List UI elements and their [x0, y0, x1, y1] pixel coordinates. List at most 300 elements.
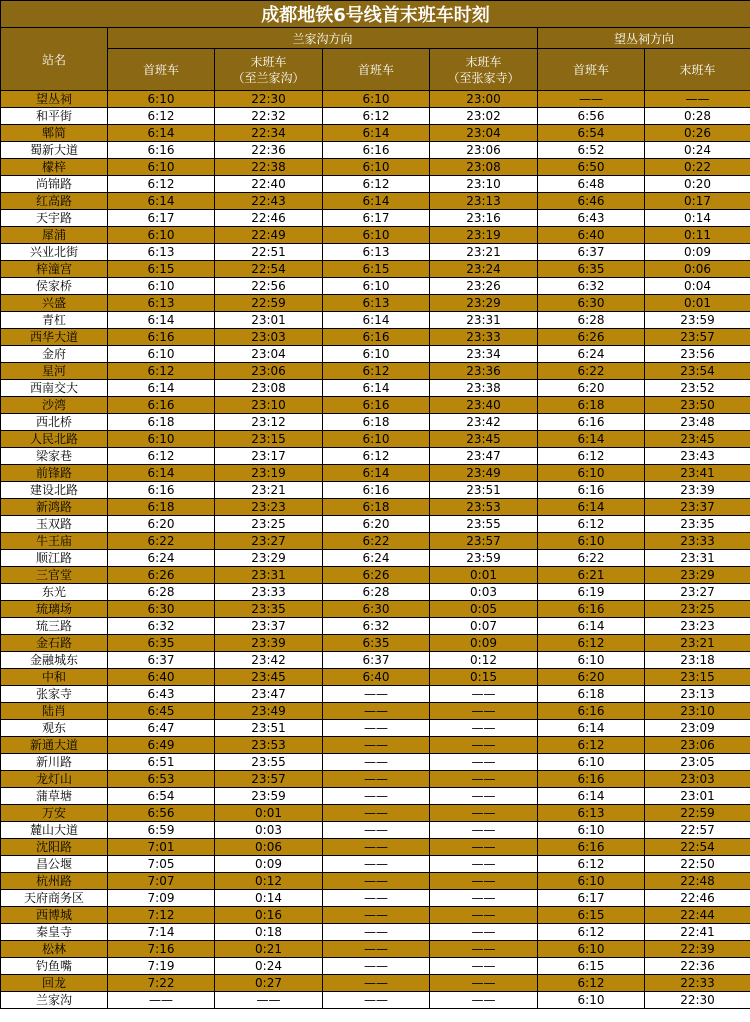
- table-row: [1, 278, 750, 295]
- first-train-zhangjiasi-cell: 6:32: [323, 618, 430, 635]
- last-train-to-lanjiagou-cell: 23:04: [215, 346, 323, 363]
- first-train-lanjiagou-cell: 6:14: [108, 193, 215, 210]
- last-train-to-zhangjiasi-cell: 0:15: [430, 669, 538, 686]
- last-train-wangcongci-cell: 23:23: [645, 618, 750, 635]
- first-train-zhangjiasi-cell: ——: [323, 703, 430, 720]
- last-train-to-lanjiagou-cell: 22:30: [215, 91, 323, 108]
- first-train-wangcongci-cell: 6:14: [538, 499, 645, 516]
- first-train-zhangjiasi-cell: 6:22: [323, 533, 430, 550]
- last-train-to-lanjiagou-cell: 23:39: [215, 635, 323, 652]
- last-train-wangcongci-cell: 0:14: [645, 210, 750, 227]
- first-train-lanjiagou-cell: 6:32: [108, 618, 215, 635]
- table-row: [1, 465, 750, 482]
- table-row: [1, 108, 750, 125]
- first-train-lanjiagou-cell: 6:30: [108, 601, 215, 618]
- table-row: [1, 227, 750, 244]
- first-train-wangcongci-cell: 6:22: [538, 363, 645, 380]
- last-train-to-zhangjiasi-cell: 23:53: [430, 499, 538, 516]
- first-train-lanjiagou-cell: 6:14: [108, 312, 215, 329]
- page-title: 成都地铁6号线首末班车时刻: [1, 1, 750, 28]
- station-name-cell: 新通大道: [1, 737, 108, 754]
- first-train-wangcongci-cell: 6:30: [538, 295, 645, 312]
- first-train-zhangjiasi-cell: ——: [323, 941, 430, 958]
- table-row: [1, 448, 750, 465]
- table-row: [1, 873, 750, 890]
- last-train-wangcongci-cell: 23:45: [645, 431, 750, 448]
- first-train-lanjiagou-cell: 6:49: [108, 737, 215, 754]
- last-train-to-zhangjiasi-cell: 23:42: [430, 414, 538, 431]
- first-train-zhangjiasi-cell: 6:10: [323, 431, 430, 448]
- last-train-to-lanjiagou-cell: 0:09: [215, 856, 323, 873]
- last-train-wangcongci-cell: 22:57: [645, 822, 750, 839]
- first-train-zhangjiasi-cell: ——: [323, 788, 430, 805]
- last-train-wangcongci-cell: 23:41: [645, 465, 750, 482]
- last-train-wangcongci-cell: 22:48: [645, 873, 750, 890]
- first-train-zhangjiasi-cell: 6:12: [323, 363, 430, 380]
- station-name-cell: 东光: [1, 584, 108, 601]
- table-row: [1, 431, 750, 448]
- last-train-to-lanjiagou-cell: 23:35: [215, 601, 323, 618]
- table-row: [1, 703, 750, 720]
- first-train-wangcongci-cell: 6:16: [538, 839, 645, 856]
- last-train-to-zhangjiasi-cell: ——: [430, 822, 538, 839]
- col-header: [645, 49, 750, 91]
- last-train-to-zhangjiasi-cell: ——: [430, 975, 538, 992]
- last-train-wangcongci-cell: 23:13: [645, 686, 750, 703]
- last-train-to-zhangjiasi-cell: ——: [430, 703, 538, 720]
- col-header-line1: 末班车: [465, 54, 502, 69]
- first-train-wangcongci-cell: 6:32: [538, 278, 645, 295]
- table-row: [1, 975, 750, 992]
- first-train-wangcongci-cell: 6:37: [538, 244, 645, 261]
- table-row: [1, 788, 750, 805]
- table-row: [1, 482, 750, 499]
- last-train-to-zhangjiasi-cell: 23:10: [430, 176, 538, 193]
- table-row: [1, 499, 750, 516]
- last-train-to-lanjiagou-cell: 22:46: [215, 210, 323, 227]
- first-train-zhangjiasi-cell: 6:14: [323, 312, 430, 329]
- table-row: [1, 533, 750, 550]
- last-train-wangcongci-cell: 23:37: [645, 499, 750, 516]
- first-train-wangcongci-cell: 6:16: [538, 703, 645, 720]
- station-name-cell: 沙湾: [1, 397, 108, 414]
- first-train-zhangjiasi-cell: 6:37: [323, 652, 430, 669]
- last-train-to-zhangjiasi-cell: 23:04: [430, 125, 538, 142]
- last-train-to-lanjiagou-cell: 23:10: [215, 397, 323, 414]
- last-train-to-zhangjiasi-cell: 23:06: [430, 142, 538, 159]
- station-name-cell: 星河: [1, 363, 108, 380]
- first-train-lanjiagou-cell: 6:12: [108, 176, 215, 193]
- col-header-line1: 末班车: [250, 54, 287, 69]
- station-name-cell: 金融城东: [1, 652, 108, 669]
- last-train-wangcongci-cell: 0:11: [645, 227, 750, 244]
- last-train-to-lanjiagou-cell: 23:33: [215, 584, 323, 601]
- first-train-wangcongci-cell: 6:12: [538, 448, 645, 465]
- station-name-cell: 兴业北街: [1, 244, 108, 261]
- last-train-to-zhangjiasi-cell: ——: [430, 941, 538, 958]
- first-train-zhangjiasi-cell: 6:14: [323, 380, 430, 397]
- last-train-to-lanjiagou-cell: 0:03: [215, 822, 323, 839]
- last-train-wangcongci-cell: 23:27: [645, 584, 750, 601]
- last-train-to-zhangjiasi-cell: 23:24: [430, 261, 538, 278]
- first-train-lanjiagou-cell: 7:05: [108, 856, 215, 873]
- station-name-cell: 张家寺: [1, 686, 108, 703]
- last-train-to-lanjiagou-cell: 23:01: [215, 312, 323, 329]
- table-row: [1, 737, 750, 754]
- last-train-to-lanjiagou-cell: 23:23: [215, 499, 323, 516]
- first-train-zhangjiasi-cell: 6:10: [323, 159, 430, 176]
- table-row: [1, 261, 750, 278]
- first-train-lanjiagou-cell: 6:20: [108, 516, 215, 533]
- first-train-wangcongci-cell: ——: [538, 91, 645, 108]
- first-train-wangcongci-cell: 6:15: [538, 907, 645, 924]
- last-train-to-lanjiagou-cell: 0:18: [215, 924, 323, 941]
- first-train-lanjiagou-cell: 6:10: [108, 227, 215, 244]
- table-row: [1, 193, 750, 210]
- last-train-wangcongci-cell: 23:59: [645, 312, 750, 329]
- table-row: [1, 992, 750, 1009]
- station-name-cell: 天府商务区: [1, 890, 108, 907]
- first-train-wangcongci-cell: 6:10: [538, 873, 645, 890]
- last-train-to-lanjiagou-cell: 23:03: [215, 329, 323, 346]
- last-train-to-lanjiagou-cell: 22:54: [215, 261, 323, 278]
- first-train-zhangjiasi-cell: 6:10: [323, 278, 430, 295]
- first-train-lanjiagou-cell: 6:51: [108, 754, 215, 771]
- table-row: [1, 125, 750, 142]
- first-train-zhangjiasi-cell: 6:14: [323, 125, 430, 142]
- last-train-to-lanjiagou-cell: 23:47: [215, 686, 323, 703]
- table-row: [1, 839, 750, 856]
- first-train-wangcongci-cell: 6:52: [538, 142, 645, 159]
- station-name-cell: 三官堂: [1, 567, 108, 584]
- first-train-wangcongci-cell: 6:10: [538, 652, 645, 669]
- first-train-zhangjiasi-cell: 6:16: [323, 142, 430, 159]
- table-row: [1, 924, 750, 941]
- last-train-wangcongci-cell: 0:06: [645, 261, 750, 278]
- last-train-to-lanjiagou-cell: 23:15: [215, 431, 323, 448]
- first-train-zhangjiasi-cell: 6:13: [323, 295, 430, 312]
- first-train-lanjiagou-cell: 6:10: [108, 346, 215, 363]
- first-train-zhangjiasi-cell: 6:20: [323, 516, 430, 533]
- first-train-zhangjiasi-cell: ——: [323, 805, 430, 822]
- first-train-zhangjiasi-cell: 6:26: [323, 567, 430, 584]
- first-train-wangcongci-cell: 6:10: [538, 822, 645, 839]
- station-name-cell: 前锋路: [1, 465, 108, 482]
- first-train-wangcongci-cell: 6:12: [538, 856, 645, 873]
- last-train-to-zhangjiasi-cell: 23:29: [430, 295, 538, 312]
- last-train-wangcongci-cell: 23:39: [645, 482, 750, 499]
- col-header-line1: 首班车: [572, 62, 609, 77]
- last-train-to-zhangjiasi-cell: 0:07: [430, 618, 538, 635]
- last-train-to-zhangjiasi-cell: 23:45: [430, 431, 538, 448]
- last-train-to-zhangjiasi-cell: 0:05: [430, 601, 538, 618]
- last-train-to-lanjiagou-cell: 23:42: [215, 652, 323, 669]
- first-train-lanjiagou-cell: 6:35: [108, 635, 215, 652]
- station-name-cell: 新鸿路: [1, 499, 108, 516]
- last-train-to-zhangjiasi-cell: 23:33: [430, 329, 538, 346]
- station-name-cell: 郫简: [1, 125, 108, 142]
- last-train-to-lanjiagou-cell: ——: [215, 992, 323, 1009]
- last-train-wangcongci-cell: 23:31: [645, 550, 750, 567]
- first-train-zhangjiasi-cell: ——: [323, 771, 430, 788]
- direction-wangcongci-header: 望丛祠方向: [538, 28, 750, 49]
- last-train-to-lanjiagou-cell: 22:51: [215, 244, 323, 261]
- last-train-to-zhangjiasi-cell: ——: [430, 907, 538, 924]
- station-name-cell: 望丛祠: [1, 91, 108, 108]
- table-row: [1, 176, 750, 193]
- first-train-wangcongci-cell: 6:14: [538, 720, 645, 737]
- first-train-wangcongci-cell: 6:16: [538, 482, 645, 499]
- last-train-to-lanjiagou-cell: 0:01: [215, 805, 323, 822]
- last-train-wangcongci-cell: 22:50: [645, 856, 750, 873]
- last-train-to-zhangjiasi-cell: 23:40: [430, 397, 538, 414]
- first-train-wangcongci-cell: 6:48: [538, 176, 645, 193]
- last-train-wangcongci-cell: 0:17: [645, 193, 750, 210]
- first-train-lanjiagou-cell: 6:53: [108, 771, 215, 788]
- last-train-to-zhangjiasi-cell: 23:36: [430, 363, 538, 380]
- last-train-to-lanjiagou-cell: 23:27: [215, 533, 323, 550]
- timetable-body: [1, 91, 750, 1009]
- last-train-wangcongci-cell: 23:01: [645, 788, 750, 805]
- first-train-lanjiagou-cell: 6:13: [108, 244, 215, 261]
- first-train-lanjiagou-cell: 6:14: [108, 465, 215, 482]
- first-train-wangcongci-cell: 6:50: [538, 159, 645, 176]
- first-train-lanjiagou-cell: 7:01: [108, 839, 215, 856]
- first-train-lanjiagou-cell: 7:09: [108, 890, 215, 907]
- last-train-to-lanjiagou-cell: 0:14: [215, 890, 323, 907]
- last-train-wangcongci-cell: 22:30: [645, 992, 750, 1009]
- first-train-zhangjiasi-cell: 6:16: [323, 482, 430, 499]
- first-train-wangcongci-cell: 6:56: [538, 108, 645, 125]
- last-train-to-zhangjiasi-cell: 23:51: [430, 482, 538, 499]
- station-name-cell: 梁家巷: [1, 448, 108, 465]
- first-train-zhangjiasi-cell: 6:12: [323, 448, 430, 465]
- last-train-wangcongci-cell: 23:05: [645, 754, 750, 771]
- last-train-to-zhangjiasi-cell: 23:38: [430, 380, 538, 397]
- station-name-cell: 金石路: [1, 635, 108, 652]
- first-train-zhangjiasi-cell: 6:18: [323, 414, 430, 431]
- last-train-to-lanjiagou-cell: 23:25: [215, 516, 323, 533]
- col-header-line2: （至兰家沟）: [232, 70, 305, 85]
- station-name-cell: 尚锦路: [1, 176, 108, 193]
- first-train-lanjiagou-cell: 6:18: [108, 499, 215, 516]
- table-row: [1, 397, 750, 414]
- station-name-cell: 秦皇寺: [1, 924, 108, 941]
- first-train-lanjiagou-cell: 6:40: [108, 669, 215, 686]
- first-train-zhangjiasi-cell: 6:16: [323, 397, 430, 414]
- last-train-to-lanjiagou-cell: 23:29: [215, 550, 323, 567]
- last-train-to-lanjiagou-cell: 23:19: [215, 465, 323, 482]
- first-train-zhangjiasi-cell: ——: [323, 890, 430, 907]
- last-train-wangcongci-cell: 23:25: [645, 601, 750, 618]
- first-train-wangcongci-cell: 6:22: [538, 550, 645, 567]
- first-train-wangcongci-cell: 6:35: [538, 261, 645, 278]
- first-train-wangcongci-cell: 6:26: [538, 329, 645, 346]
- last-train-to-lanjiagou-cell: 23:17: [215, 448, 323, 465]
- last-train-wangcongci-cell: 23:06: [645, 737, 750, 754]
- col-header: [323, 49, 430, 91]
- last-train-wangcongci-cell: 22:54: [645, 839, 750, 856]
- last-train-to-zhangjiasi-cell: ——: [430, 856, 538, 873]
- last-train-to-lanjiagou-cell: 22:56: [215, 278, 323, 295]
- last-train-wangcongci-cell: 0:04: [645, 278, 750, 295]
- last-train-to-zhangjiasi-cell: 23:02: [430, 108, 538, 125]
- first-train-zhangjiasi-cell: 6:10: [323, 91, 430, 108]
- station-name-cell: 金府: [1, 346, 108, 363]
- last-train-to-lanjiagou-cell: 23:31: [215, 567, 323, 584]
- last-train-to-zhangjiasi-cell: ——: [430, 788, 538, 805]
- first-train-lanjiagou-cell: 6:16: [108, 482, 215, 499]
- table-row: [1, 363, 750, 380]
- first-train-zhangjiasi-cell: ——: [323, 720, 430, 737]
- first-train-zhangjiasi-cell: ——: [323, 907, 430, 924]
- first-train-lanjiagou-cell: 6:12: [108, 108, 215, 125]
- first-train-wangcongci-cell: 6:14: [538, 788, 645, 805]
- first-train-lanjiagou-cell: 6:12: [108, 448, 215, 465]
- station-name-cell: 牛王庙: [1, 533, 108, 550]
- last-train-wangcongci-cell: 0:24: [645, 142, 750, 159]
- station-name-cell: 万安: [1, 805, 108, 822]
- first-train-zhangjiasi-cell: ——: [323, 822, 430, 839]
- col-header-line1: 首班车: [357, 62, 394, 77]
- last-train-to-zhangjiasi-cell: 0:09: [430, 635, 538, 652]
- station-name-cell: 西博城: [1, 907, 108, 924]
- last-train-wangcongci-cell: 22:39: [645, 941, 750, 958]
- station-name-cell: 红高路: [1, 193, 108, 210]
- last-train-to-lanjiagou-cell: 23:57: [215, 771, 323, 788]
- last-train-to-zhangjiasi-cell: ——: [430, 890, 538, 907]
- station-name-cell: 玉双路: [1, 516, 108, 533]
- last-train-to-zhangjiasi-cell: 23:19: [430, 227, 538, 244]
- table-row: [1, 652, 750, 669]
- first-train-zhangjiasi-cell: 6:24: [323, 550, 430, 567]
- first-train-lanjiagou-cell: 7:19: [108, 958, 215, 975]
- first-train-wangcongci-cell: 6:10: [538, 992, 645, 1009]
- last-train-to-zhangjiasi-cell: 23:00: [430, 91, 538, 108]
- table-row: [1, 618, 750, 635]
- last-train-wangcongci-cell: 0:20: [645, 176, 750, 193]
- first-train-wangcongci-cell: 6:18: [538, 397, 645, 414]
- first-train-lanjiagou-cell: 6:56: [108, 805, 215, 822]
- table-row: [1, 567, 750, 584]
- last-train-to-zhangjiasi-cell: ——: [430, 958, 538, 975]
- station-name-cell: 梓潼宫: [1, 261, 108, 278]
- first-train-wangcongci-cell: 6:16: [538, 601, 645, 618]
- first-train-wangcongci-cell: 6:17: [538, 890, 645, 907]
- table-row: [1, 669, 750, 686]
- last-train-wangcongci-cell: 23:48: [645, 414, 750, 431]
- first-train-zhangjiasi-cell: ——: [323, 958, 430, 975]
- first-train-lanjiagou-cell: 6:54: [108, 788, 215, 805]
- first-train-wangcongci-cell: 6:46: [538, 193, 645, 210]
- station-name-cell: 犀浦: [1, 227, 108, 244]
- first-train-wangcongci-cell: 6:12: [538, 924, 645, 941]
- first-train-wangcongci-cell: 6:40: [538, 227, 645, 244]
- first-train-wangcongci-cell: 6:15: [538, 958, 645, 975]
- station-name-cell: 回龙: [1, 975, 108, 992]
- first-train-lanjiagou-cell: 6:47: [108, 720, 215, 737]
- last-train-to-zhangjiasi-cell: 0:01: [430, 567, 538, 584]
- table-row: [1, 210, 750, 227]
- first-train-zhangjiasi-cell: ——: [323, 686, 430, 703]
- last-train-to-lanjiagou-cell: 22:38: [215, 159, 323, 176]
- last-train-wangcongci-cell: 23:57: [645, 329, 750, 346]
- first-train-zhangjiasi-cell: ——: [323, 873, 430, 890]
- last-train-to-lanjiagou-cell: 22:36: [215, 142, 323, 159]
- table-row: [1, 771, 750, 788]
- last-train-wangcongci-cell: 23:43: [645, 448, 750, 465]
- table-row: [1, 414, 750, 431]
- first-train-wangcongci-cell: 6:12: [538, 635, 645, 652]
- last-train-to-zhangjiasi-cell: 23:13: [430, 193, 538, 210]
- table-row: [1, 584, 750, 601]
- first-train-zhangjiasi-cell: 6:15: [323, 261, 430, 278]
- station-name-cell: 钓鱼嘴: [1, 958, 108, 975]
- station-name-cell: 西南交大: [1, 380, 108, 397]
- first-train-wangcongci-cell: 6:13: [538, 805, 645, 822]
- last-train-wangcongci-cell: 23:15: [645, 669, 750, 686]
- last-train-to-zhangjiasi-cell: ——: [430, 686, 538, 703]
- first-train-lanjiagou-cell: 6:45: [108, 703, 215, 720]
- last-train-to-lanjiagou-cell: 23:45: [215, 669, 323, 686]
- last-train-to-lanjiagou-cell: 23:51: [215, 720, 323, 737]
- table-row: [1, 346, 750, 363]
- first-train-zhangjiasi-cell: ——: [323, 856, 430, 873]
- table-row: [1, 244, 750, 261]
- last-train-wangcongci-cell: 23:10: [645, 703, 750, 720]
- first-train-zhangjiasi-cell: 6:17: [323, 210, 430, 227]
- last-train-wangcongci-cell: 22:33: [645, 975, 750, 992]
- first-train-zhangjiasi-cell: 6:12: [323, 108, 430, 125]
- first-train-lanjiagou-cell: 6:12: [108, 363, 215, 380]
- last-train-wangcongci-cell: 23:33: [645, 533, 750, 550]
- first-train-zhangjiasi-cell: ——: [323, 737, 430, 754]
- first-train-wangcongci-cell: 6:10: [538, 754, 645, 771]
- last-train-to-lanjiagou-cell: 23:21: [215, 482, 323, 499]
- last-train-to-zhangjiasi-cell: ——: [430, 924, 538, 941]
- first-train-wangcongci-cell: 6:10: [538, 533, 645, 550]
- last-train-to-zhangjiasi-cell: ——: [430, 754, 538, 771]
- last-train-wangcongci-cell: 22:36: [645, 958, 750, 975]
- last-train-to-lanjiagou-cell: 23:49: [215, 703, 323, 720]
- first-train-lanjiagou-cell: 7:22: [108, 975, 215, 992]
- first-train-zhangjiasi-cell: 6:16: [323, 329, 430, 346]
- last-train-to-lanjiagou-cell: 23:37: [215, 618, 323, 635]
- last-train-to-lanjiagou-cell: 0:12: [215, 873, 323, 890]
- first-train-wangcongci-cell: 6:12: [538, 975, 645, 992]
- first-train-wangcongci-cell: 6:16: [538, 414, 645, 431]
- last-train-to-zhangjiasi-cell: ——: [430, 839, 538, 856]
- last-train-to-zhangjiasi-cell: 0:03: [430, 584, 538, 601]
- last-train-to-zhangjiasi-cell: 23:47: [430, 448, 538, 465]
- table-row: [1, 635, 750, 652]
- first-train-lanjiagou-cell: 6:37: [108, 652, 215, 669]
- table-row: [1, 907, 750, 924]
- last-train-to-zhangjiasi-cell: 23:34: [430, 346, 538, 363]
- first-train-wangcongci-cell: 6:12: [538, 737, 645, 754]
- last-train-wangcongci-cell: 0:09: [645, 244, 750, 261]
- first-train-wangcongci-cell: 6:20: [538, 669, 645, 686]
- first-train-zhangjiasi-cell: 6:28: [323, 584, 430, 601]
- last-train-to-lanjiagou-cell: 22:43: [215, 193, 323, 210]
- table-row: [1, 958, 750, 975]
- last-train-to-zhangjiasi-cell: ——: [430, 873, 538, 890]
- station-name-cell: 沈阳路: [1, 839, 108, 856]
- station-name-cell: 蒲草塘: [1, 788, 108, 805]
- last-train-wangcongci-cell: 23:56: [645, 346, 750, 363]
- first-train-lanjiagou-cell: 6:10: [108, 278, 215, 295]
- last-train-to-zhangjiasi-cell: 23:08: [430, 159, 538, 176]
